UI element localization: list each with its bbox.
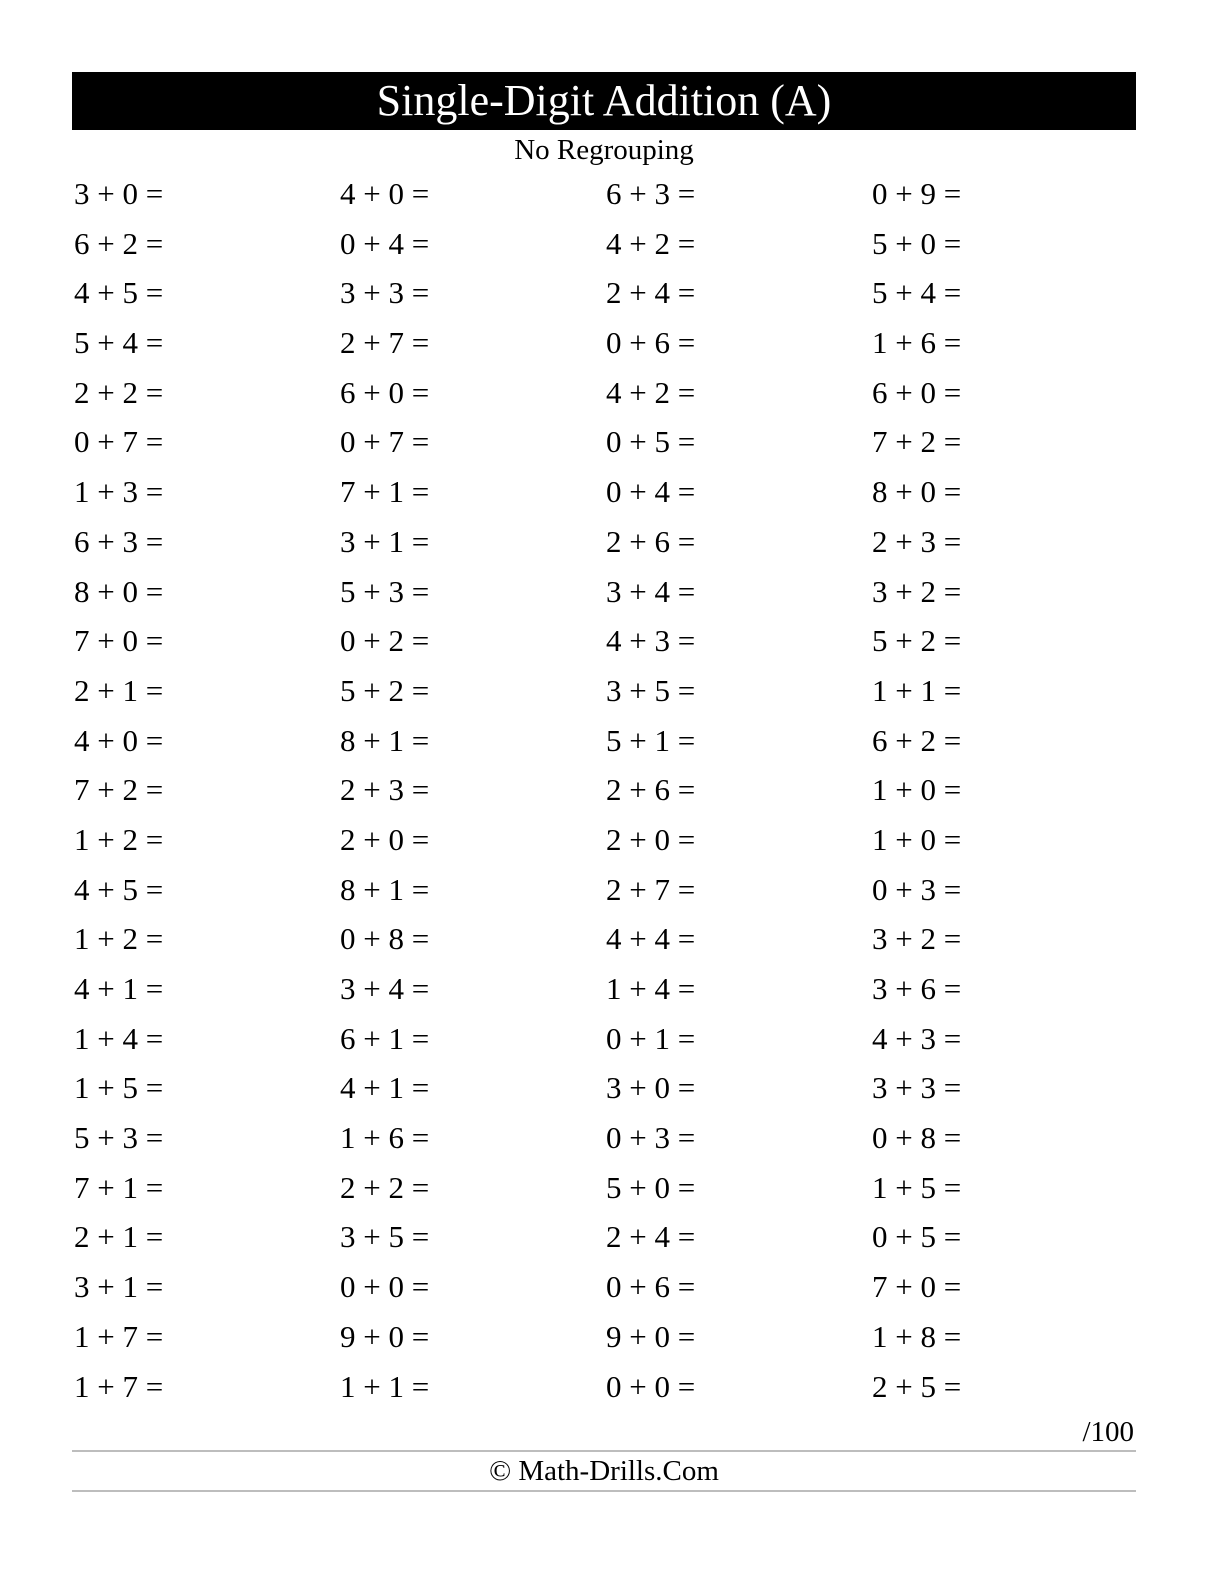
- addition-problem: 3 + 3 =: [340, 275, 430, 311]
- addition-problem: 5 + 1 =: [606, 722, 696, 758]
- addition-problem: 1 + 5 =: [74, 1070, 164, 1106]
- addition-problem: 2 + 3 =: [340, 772, 430, 808]
- addition-problem: 3 + 4 =: [340, 971, 430, 1006]
- worksheet-subtitle: No Regrouping: [514, 134, 694, 166]
- addition-problem: 2 + 1 =: [74, 1219, 164, 1255]
- addition-problem: 6 + 0 =: [872, 374, 962, 410]
- addition-problem: 3 + 6 =: [872, 971, 962, 1006]
- addition-problem: 1 + 1 =: [872, 672, 962, 708]
- addition-problem: 4 + 5 =: [74, 871, 164, 907]
- addition-problem: 7 + 1 =: [74, 1169, 164, 1205]
- addition-problem: 0 + 5 =: [606, 424, 696, 460]
- footer-copyright: © Math-Drills.Com: [489, 1455, 719, 1487]
- addition-problem: 4 + 0 =: [340, 176, 430, 211]
- addition-problem: 6 + 0 =: [340, 374, 430, 410]
- addition-problem: 4 + 4 =: [606, 921, 696, 957]
- addition-problem: 1 + 4 =: [606, 971, 696, 1006]
- addition-problem: 2 + 4 =: [606, 275, 696, 311]
- addition-problem: 2 + 3 =: [872, 523, 962, 559]
- addition-problem: 9 + 0 =: [606, 1318, 696, 1354]
- addition-problem: 4 + 0 =: [74, 722, 164, 758]
- addition-problem: 5 + 0 =: [872, 225, 962, 261]
- addition-problem: 7 + 2 =: [74, 772, 164, 808]
- addition-problem: 0 + 6 =: [606, 325, 696, 361]
- addition-problem: 1 + 5 =: [872, 1169, 962, 1205]
- footer-top-divider: [72, 1450, 1136, 1452]
- addition-problem: 0 + 5 =: [872, 1219, 962, 1255]
- addition-problem: 3 + 5 =: [606, 672, 696, 708]
- addition-problem: 7 + 1 =: [340, 474, 430, 510]
- addition-problem: 1 + 2 =: [74, 921, 164, 957]
- addition-problem: 2 + 2 =: [340, 1169, 430, 1205]
- addition-problem: 3 + 3 =: [872, 1070, 962, 1106]
- addition-problem: 4 + 3 =: [606, 623, 696, 659]
- addition-problem: 9 + 0 =: [340, 1318, 430, 1354]
- addition-problem: 4 + 1 =: [340, 1070, 430, 1106]
- addition-problem: 1 + 6 =: [340, 1120, 430, 1156]
- addition-problem: 6 + 2 =: [74, 225, 164, 261]
- addition-problem: 2 + 2 =: [74, 374, 164, 410]
- addition-problem: 8 + 1 =: [340, 871, 430, 907]
- addition-problem: 3 + 5 =: [340, 1219, 430, 1255]
- addition-problem: 5 + 3 =: [340, 573, 430, 609]
- addition-problem: 0 + 3 =: [872, 871, 962, 907]
- addition-problem: 0 + 0 =: [340, 1269, 430, 1305]
- addition-problem: 5 + 2 =: [872, 623, 962, 659]
- addition-problem: 0 + 0 =: [606, 1368, 696, 1404]
- addition-problem: 3 + 1 =: [340, 523, 430, 559]
- addition-problem: 3 + 0 =: [606, 1070, 696, 1106]
- addition-problem: 7 + 0 =: [74, 623, 164, 659]
- addition-problem: 5 + 3 =: [74, 1120, 164, 1156]
- addition-problem: 6 + 3 =: [606, 176, 696, 211]
- addition-problem: 3 + 1 =: [74, 1269, 164, 1305]
- addition-problem: 1 + 6 =: [872, 325, 962, 361]
- addition-problem: 1 + 0 =: [872, 821, 962, 857]
- addition-problem: 0 + 7 =: [340, 424, 430, 460]
- addition-problem: 2 + 7 =: [340, 325, 430, 361]
- addition-problem: 4 + 3 =: [872, 1020, 962, 1056]
- addition-problem: 7 + 0 =: [872, 1269, 962, 1305]
- addition-problem: 3 + 4 =: [606, 573, 696, 609]
- addition-problem: 4 + 1 =: [74, 971, 164, 1006]
- score-label: /100: [1082, 1416, 1134, 1448]
- addition-problem: 2 + 6 =: [606, 772, 696, 808]
- addition-problem: 0 + 8 =: [340, 921, 430, 957]
- addition-problem: 1 + 4 =: [74, 1020, 164, 1056]
- addition-problem: 0 + 2 =: [340, 623, 430, 659]
- addition-problem: 0 + 4 =: [340, 225, 430, 261]
- addition-problem: 3 + 2 =: [872, 921, 962, 957]
- addition-problem: 0 + 9 =: [872, 176, 962, 211]
- footer-bottom-divider: [72, 1490, 1136, 1492]
- addition-problem: 1 + 7 =: [74, 1368, 164, 1404]
- addition-problem: 2 + 0 =: [340, 821, 430, 857]
- addition-problem: 1 + 7 =: [74, 1318, 164, 1354]
- addition-problem: 1 + 1 =: [340, 1368, 430, 1404]
- addition-problem: 5 + 4 =: [872, 275, 962, 311]
- addition-problem: 0 + 6 =: [606, 1269, 696, 1305]
- addition-problem: 2 + 1 =: [74, 672, 164, 708]
- addition-problem: 2 + 6 =: [606, 523, 696, 559]
- addition-problem: 2 + 0 =: [606, 821, 696, 857]
- addition-problem: 2 + 7 =: [606, 871, 696, 907]
- addition-problem: 0 + 7 =: [74, 424, 164, 460]
- addition-problem: 2 + 4 =: [606, 1219, 696, 1255]
- addition-problem: 3 + 0 =: [74, 176, 164, 211]
- addition-problem: 7 + 2 =: [872, 424, 962, 460]
- addition-problem: 4 + 5 =: [74, 275, 164, 311]
- addition-problem: 6 + 1 =: [340, 1020, 430, 1056]
- worksheet-title: Single-Digit Addition (A): [72, 72, 1136, 130]
- addition-problem: 0 + 8 =: [872, 1120, 962, 1156]
- problem-grid: [74, 176, 1138, 1418]
- addition-problem: 3 + 2 =: [872, 573, 962, 609]
- addition-problem: 1 + 2 =: [74, 821, 164, 857]
- addition-problem: 8 + 0 =: [74, 573, 164, 609]
- addition-problem: 6 + 2 =: [872, 722, 962, 758]
- addition-problem: 4 + 2 =: [606, 374, 696, 410]
- addition-problem: 8 + 0 =: [872, 474, 962, 510]
- addition-problem: 6 + 3 =: [74, 523, 164, 559]
- addition-problem: 5 + 0 =: [606, 1169, 696, 1205]
- addition-problem: 0 + 1 =: [606, 1020, 696, 1056]
- addition-problem: 0 + 3 =: [606, 1120, 696, 1156]
- addition-problem: 4 + 2 =: [606, 225, 696, 261]
- addition-problem: 8 + 1 =: [340, 722, 430, 758]
- addition-problem: 5 + 2 =: [340, 672, 430, 708]
- addition-problem: 2 + 5 =: [872, 1368, 962, 1404]
- addition-problem: 5 + 4 =: [74, 325, 164, 361]
- addition-problem: 1 + 3 =: [74, 474, 164, 510]
- addition-problem: 1 + 0 =: [872, 772, 962, 808]
- addition-problem: 1 + 8 =: [872, 1318, 962, 1354]
- addition-problem: 0 + 4 =: [606, 474, 696, 510]
